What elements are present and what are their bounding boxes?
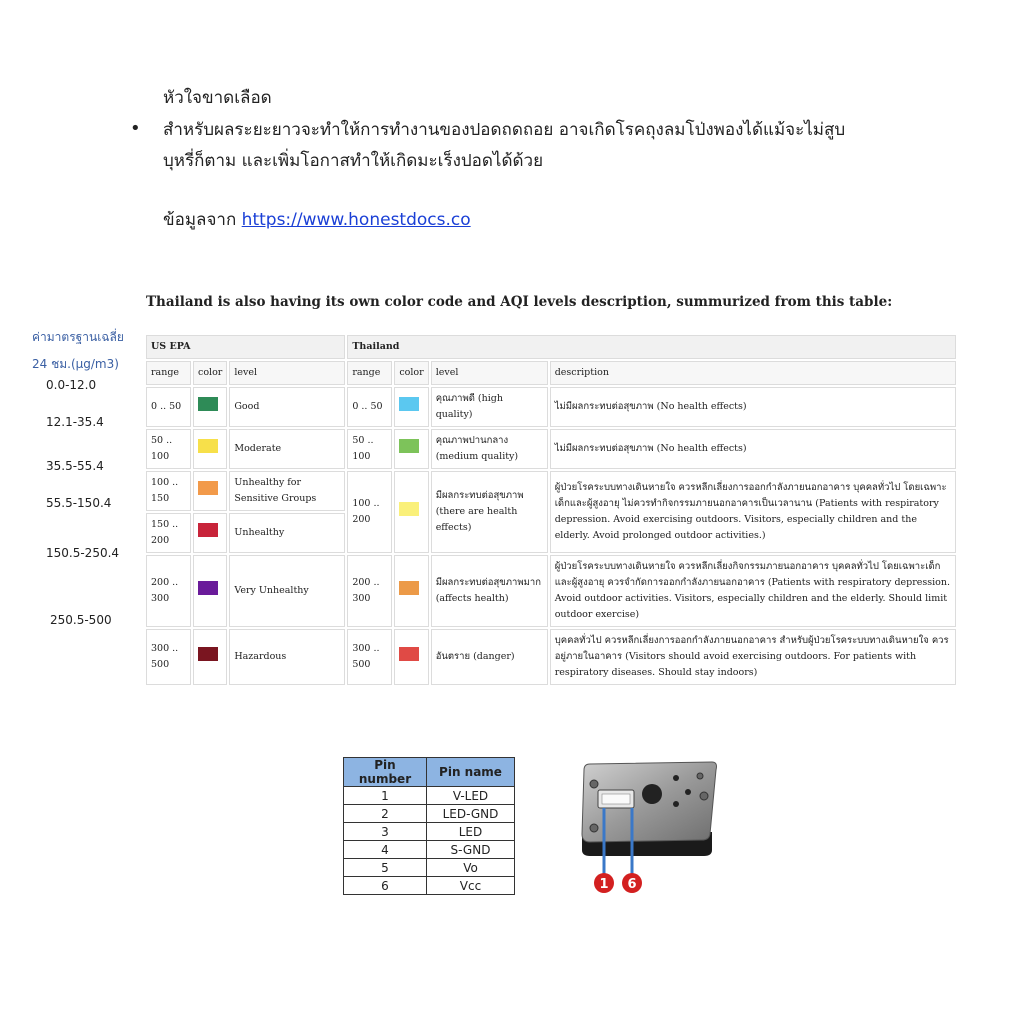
col-th-level: level (431, 361, 548, 385)
us-level: Unhealthy (229, 513, 345, 553)
table-row (344, 877, 515, 895)
pin-number: 3 (344, 823, 427, 841)
th-color-cell (394, 387, 428, 427)
th-level: คุณภาพปานกลาง (medium quality) (431, 429, 548, 469)
table-row (146, 429, 956, 469)
us-range: 150 .. 200 (146, 513, 191, 553)
color-swatch (399, 439, 419, 453)
color-swatch (198, 439, 218, 453)
th-range: 100 .. 200 (347, 471, 392, 553)
sensor-pin-6-label: 6 (627, 877, 637, 892)
color-swatch (399, 647, 419, 661)
us-level: Moderate (229, 429, 345, 469)
us-level: Very Unhealthy (229, 555, 345, 627)
description: ผู้ป่วยโรคระบบทางเดินหายใจ ควรหลีกเลี่ยงการออกกำลังภายนอกอาคาร บุคคลทั่วไป โดยเฉพาะเด็กและผู้สูงอายุ ไม่ควรทำกิจกรรมภายนอกอาคารเป็นเวลานาน (Patients with respiratory depression. Avoid exercising outdoors. Visitors, especially children and the elderly. Avoid prolonged outdoor activities.) (550, 471, 956, 553)
us-range: 100 .. 150 (146, 471, 191, 511)
pin-name-header: Pin name (427, 758, 515, 787)
aqi-column-header-row (146, 361, 956, 385)
pin-table (343, 757, 515, 895)
table-row (146, 629, 956, 685)
group-thailand: Thailand (347, 335, 956, 359)
col-description: description (550, 361, 956, 385)
pin-header-row (344, 758, 515, 787)
table-row (344, 841, 515, 859)
pin-number: 4 (344, 841, 427, 859)
us-level: Good (229, 387, 345, 427)
side-header-line-2: 24 ชม.(µg/m3) (32, 357, 119, 371)
th-level: มีผลกระทบต่อสุขภาพมาก (affects health) (431, 555, 548, 627)
aqi-table-title: Thailand is also having its own color code and AQI levels description, summurized from this table: (146, 294, 893, 310)
source-prefix: ข้อมูลจาก (163, 210, 237, 230)
th-level: คุณภาพดี (high quality) (431, 387, 548, 427)
aqi-group-header-row (146, 335, 956, 359)
us-level: Hazardous (229, 629, 345, 685)
us-color-cell (193, 555, 227, 627)
th-range: 50 .. 100 (347, 429, 392, 469)
th-color-cell (394, 429, 428, 469)
description: ไม่มีผลกระทบต่อสุขภาพ (No health effects) (550, 387, 956, 427)
aqi-table (144, 333, 958, 687)
description: ไม่มีผลกระทบต่อสุขภาพ (No health effects) (550, 429, 956, 469)
th-range: 200 .. 300 (347, 555, 392, 627)
th-color-cell (394, 471, 428, 553)
us-level: Unhealthy for Sensitive Groups (229, 471, 345, 511)
us-range: 50 .. 100 (146, 429, 191, 469)
side-range-1: 0.0-12.0 (46, 378, 97, 392)
th-color-cell (394, 555, 428, 627)
col-us-color: color (193, 361, 227, 385)
dust-sensor-image (576, 756, 721, 896)
table-row (344, 787, 515, 805)
us-color-cell (193, 387, 227, 427)
us-range: 300 .. 500 (146, 629, 191, 685)
pin-name: Vcc (427, 877, 515, 895)
pin-name: S-GND (427, 841, 515, 859)
pin-number: 5 (344, 859, 427, 877)
pin-name: V-LED (427, 787, 515, 805)
pin-number: 2 (344, 805, 427, 823)
pin-number: 1 (344, 787, 427, 805)
pin-number-header: Pin number (344, 758, 427, 787)
th-color-cell (394, 629, 428, 685)
side-range-3: 35.5-55.4 (46, 459, 104, 473)
table-row (344, 805, 515, 823)
source-line (163, 204, 471, 236)
pin-name: Vo (427, 859, 515, 877)
group-us-epa: US EPA (146, 335, 345, 359)
th-range: 300 .. 500 (347, 629, 392, 685)
col-us-level: level (229, 361, 345, 385)
pin-name: LED-GND (427, 805, 515, 823)
color-swatch (399, 581, 419, 595)
bullet-marker: • (130, 118, 141, 139)
color-swatch (198, 397, 218, 411)
pin-number: 6 (344, 877, 427, 895)
description: บุคคลทั่วไป ควรหลีกเลี่ยงการออกกำลังภายนอกอาคาร สำหรับผู้ป่วยโรคระบบทางเดินหายใจ ควรอยู่ภายในอาคาร (Visitors should avoid exercising outdoors. For patients with respiratory diseases. Should stay indoors) (550, 629, 956, 685)
side-range-2: 12.1-35.4 (46, 415, 104, 429)
side-range-5: 150.5-250.4 (46, 546, 120, 560)
us-color-cell (193, 513, 227, 553)
us-range: 200 .. 300 (146, 555, 191, 627)
th-range: 0 .. 50 (347, 387, 392, 427)
side-range-6: 250.5-500 (50, 613, 112, 627)
table-row (344, 823, 515, 841)
us-color-cell (193, 629, 227, 685)
sensor-pin-1-label: 1 (599, 877, 609, 892)
table-row (146, 555, 956, 627)
us-color-cell (193, 429, 227, 469)
text-bullet-line-1: สำหรับผลระยะยาวจะทำให้การทำงานของปอดถดถอย อาจเกิดโรคถุงลมโป่งพองได้แม้จะไม่สูบ (163, 120, 846, 140)
th-level: มีผลกระทบต่อสุขภาพ (there are health effects) (431, 471, 548, 553)
color-swatch (198, 523, 218, 537)
table-row (344, 859, 515, 877)
color-swatch (198, 481, 218, 495)
table-row (146, 471, 956, 511)
color-swatch (198, 647, 218, 661)
color-swatch (198, 581, 218, 595)
col-us-range: range (146, 361, 191, 385)
us-range: 0 .. 50 (146, 387, 191, 427)
col-th-range: range (347, 361, 392, 385)
description: ผู้ป่วยโรคระบบทางเดินหายใจ ควรหลีกเลี่ยงกิจกรรมภายนอกอาคาร บุคคลทั่วไป โดยเฉพาะเด็กและผู้สูงอายุ ควรจำกัดการออกกำลังภายนอกอาคาร (Patients with respiratory depression. Avoid outdoor activities. Visitors, especially children and the elderly. Should limit outdoor exercise) (550, 555, 956, 627)
pin-table-wrapper (343, 757, 515, 895)
table-row (146, 387, 956, 427)
dust-sensor-illustration (576, 756, 721, 896)
us-color-cell (193, 471, 227, 511)
th-level: อันตราย (danger) (431, 629, 548, 685)
side-header-line-1: ค่ามาตรฐานเฉลี่ย (32, 330, 124, 344)
color-swatch (399, 502, 419, 516)
aqi-table-wrapper (144, 333, 958, 687)
pin-name: LED (427, 823, 515, 841)
color-swatch (399, 397, 419, 411)
text-bullet-line-2: บุหรี่ก็ตาม และเพิ่มโอกาสทำให้เกิดมะเร็งปอดได้ด้วย (163, 151, 544, 171)
source-link[interactable]: https://www.honestdocs.co (241, 210, 471, 230)
col-th-color: color (394, 361, 428, 385)
text-heart-disease: หัวใจขาดเลือด (163, 88, 272, 108)
side-range-4: 55.5-150.4 (46, 496, 112, 510)
